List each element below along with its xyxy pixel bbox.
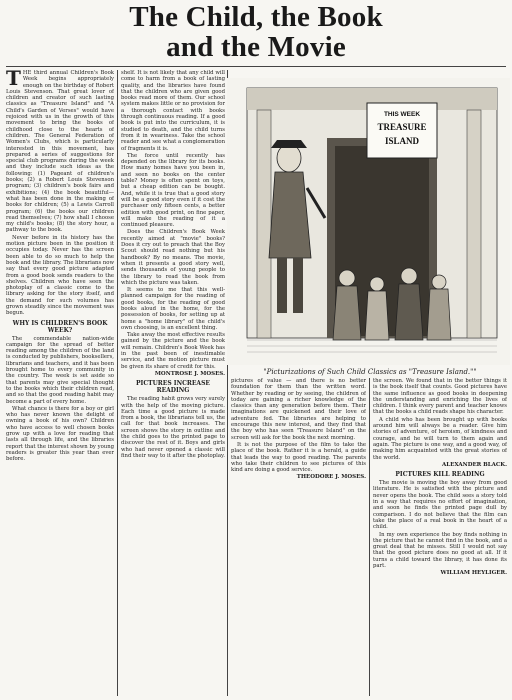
- byline-signature: WILLIAM HEYLIGER.: [440, 570, 507, 577]
- paragraph: It seems to me that this well-planned campaign for the reading of good books, for the reading of good books aloud in the home, for the possession of books, for setting up at home a "home library" of the child's own choosing, is an excellent thing.: [121, 287, 225, 331]
- column-4: [373, 378, 507, 696]
- column-rule: [369, 378, 370, 696]
- title-line-1: The Child, the Book: [129, 1, 383, 33]
- lead-paragraph: THE third annual Children's Book Week begins appropriately enough on the birthday of Robert Louis Stevenson. That great lover of children and creator of such lasting classics as "Treasure Island" and "A Child's Garden of Verses" would have rejoiced with us in the growth of this movement to bring the books of childhood close to the hearts of children. The General Federation of Women's Clubs, which is particularly interested in this movement, has prepared a series of suggestions for special club programs during the week and they include such ideas as the following: (1) Pageant of children's books; (2) a Robert Louis Stevenson program; (3) children's book fairs and exhibitions; (4) the book beautiful—what has been done in the making of books for children; (5) a Lewis Carroll program; (6) the books our children read themselves; (7) how shall I choose my child's books; (8) the story hour, a pathway to the book.: [6, 70, 114, 234]
- byline-signature: ALEXANDER BLACK.: [442, 461, 507, 468]
- section-heading: PICTURES KILL READING: [395, 471, 485, 479]
- column-2: [121, 70, 225, 696]
- paragraph: It is not the purpose of the film to take the place of the book. Rather it is a herald, a guide that leads the way to good reading. The parents who take their children to see pictures of this kind are doing a good service.: [231, 441, 366, 474]
- column-rule: [117, 70, 118, 696]
- drop-cap: T: [6, 70, 21, 90]
- paragraph: In my own experience the boy finds nothing in the picture that he cannot find in the book, and a great deal that he misses. Still I would not say that the good picture does no good at all. If it turns a child toward the library, it has done its part.: [373, 531, 507, 570]
- paragraph: The movie is moving the boy away from good literature. He is satisfied with the picture and never opens the book. The child sees a story told in a way that requires no effort of imagination, and soon he finds the printed page dull by comparison. I do not believe that the film can take the place of a real book in the heart of a child.: [373, 480, 507, 531]
- paragraph: pictures of value — and there is no better foundation for them than the written word. Whether by reading or by seeing, the children of today are gaining a richer knowledge of the classics than any generation before them. Their imaginations are quickened and their love of adventure fed. The libraries are helping to encourage this new interest, and they find that the boy who has seen "Treasure Island" on the screen will ask for the book the next morning.: [231, 378, 366, 441]
- byline-signature: MONTROSE J. MOSES.: [154, 370, 225, 377]
- title-rule: [6, 66, 506, 67]
- byline-signature: THEODORE J. MOSES.: [296, 474, 366, 481]
- article-title: [0, 2, 512, 62]
- paragraph: Never before in its history has the motion picture been in the position it occupies today. Never has the screen been able to do so much to help the book and the library. The librarians now say that every good picture adapted from a good book sends readers to the shelves. Children who have seen the photoplay of a classic come to the library asking for the story itself, and the demand for such volumes has grown steadily since the movement was begun.: [6, 234, 114, 317]
- paragraph: What chance is there for a boy or girl who has never known the delight of owning a book of his own? Children who have access to well chosen books grow up with a love for reading that lasts all through life, and the libraries report that the interest shown by young readers is greater this year than ever before.: [6, 405, 114, 463]
- paragraph: The reading habit grows very surely with the help of the moving picture. Each time a good picture is made from a book, the librarians tell us, the call for that book increases. The screen shows the story in outline and the child goes to the printed page to discover the rest of it. Boys and girls who had never opened a classic will find their way to it after the photoplay.: [121, 396, 225, 459]
- column-1: [6, 70, 114, 696]
- illustration-caption: "Picturizations of Such Child Classics as "Treasure Island."": [263, 368, 477, 376]
- movie-theater-illustration: [227, 78, 510, 365]
- paragraph: shelf. It is not likely that any child will come to harm from a book of lasting quality, and the libraries have found that the children who are given good books read more of them. Our school system makes little or no provision for a thorough contact with books through continuous reading. If a good book is put into the curriculum, it is studied to death, and the child turns from it in weariness. Take the school reader and see what a conglomeration of fragments it is.: [121, 70, 225, 152]
- paragraph: The commendable nation-wide campaign for the spread of better reading among the children of the land is conducted by publishers, booksellers, librarians and teachers, and it has been brought home to every community in the country. The week is set aside so that parents may give special thought to the books which their children read, and so that the good reading habit may become a part of every home.: [6, 335, 114, 405]
- title-line-2: and the Movie: [166, 31, 346, 63]
- paragraph: The force until recently has depended on the library for its books. How many homes have you been in, and seen no books on the center table? Money is often spent on toys, but a cheap edition can be bought. And, while it is true that a good story will be a good story even if it cost the purchaser only fifteen cents, a better edition with good print, on fine paper, will make the reading of it a continued pleasure.: [121, 152, 225, 229]
- sign-text-3: ISLAND: [384, 136, 420, 146]
- paragraph: Does the Children's Book Week recently aimed at "movie" books? Does it cry out to preach that the Boy Scout should read nothing but his handbook? By no means. The movie, when it presents a good story well, sends thousands of young people to the library to read the book from which the picture was taken.: [121, 229, 225, 286]
- section-heading: WHY IS CHILDREN'S BOOK WEEK?: [12, 319, 108, 334]
- paragraph: the screen. We found that in the better things it is the book itself that counts. Good pictures have the same influence as good books in deepening the understanding and enriching the lives of children. I think every parent and teacher knows that the books a child reads shape his character.: [373, 378, 507, 416]
- sign-text-1: THIS WEEK: [383, 111, 421, 118]
- sign-text-2: TREASURE: [377, 122, 427, 132]
- paragraph: Take away the most effective results gained by the picture and the book will remain. Children's Book Week has in the past been of inestimable service, and the motion picture must be given its share of credit for this.: [121, 332, 225, 370]
- paragraph: A child who has been brought up with books around him will always be a reader. Give him stories of adventure, of heroism, of kindness and courage, and he will turn to them again and again. The picture is one way, and a good way, of making him acquainted with the great stories of the world.: [373, 416, 507, 461]
- section-heading: PICTURES INCREASE READING: [136, 380, 210, 395]
- column-3: [231, 378, 366, 696]
